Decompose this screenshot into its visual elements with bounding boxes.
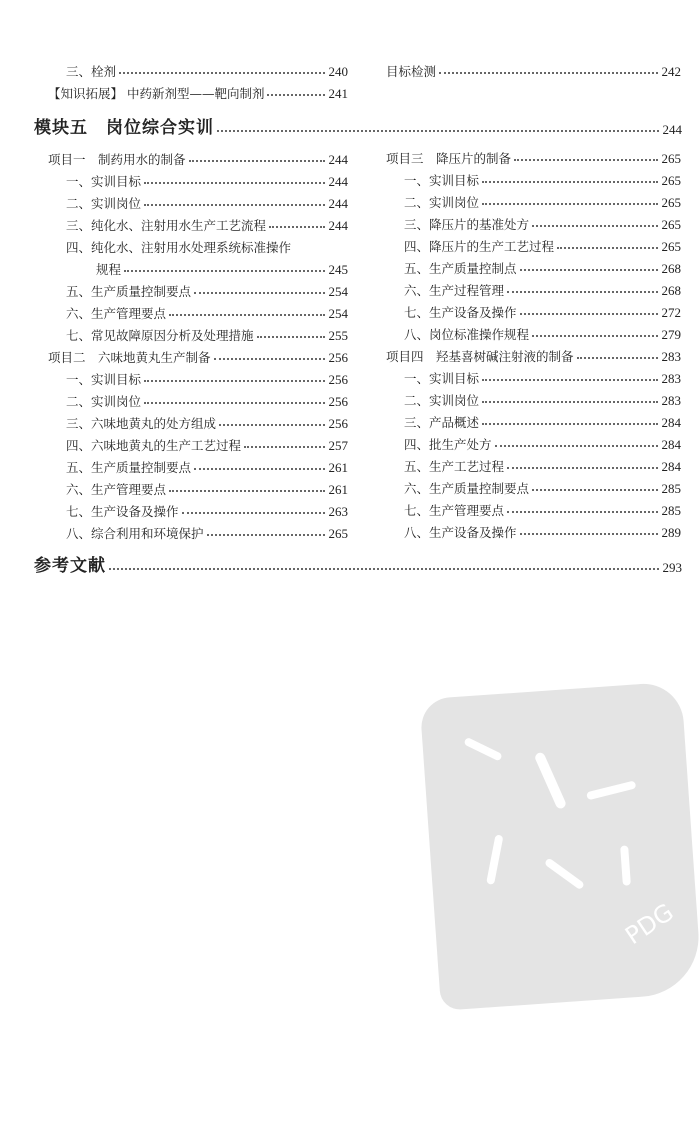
toc-top-right (386, 58, 681, 80)
dot-leader (194, 468, 324, 470)
entry-title: 五、生产工艺过程 (404, 459, 505, 474)
page-number: 283 (661, 371, 681, 386)
toc-left-column (48, 146, 348, 542)
page-number: 256 (328, 394, 348, 409)
toc-entry[interactable] (48, 300, 348, 322)
entry-title: 八、岗位标准操作规程 (404, 327, 530, 342)
references-title: 参考文献 (34, 556, 106, 576)
module-title: 模块五 岗位综合实训 (34, 118, 214, 138)
toc-entry[interactable] (386, 145, 681, 167)
toc-entry[interactable] (386, 255, 681, 277)
page-number: 244 (328, 152, 348, 167)
toc-entry[interactable] (386, 299, 681, 321)
entry-title: 规程 (96, 262, 122, 277)
page-number: 256 (328, 416, 348, 431)
entry-title: 项目四 羟基喜树碱注射液的制备 (386, 349, 574, 364)
entry-title: 五、生产质量控制要点 (66, 460, 192, 475)
dot-leader (507, 291, 657, 293)
page-number: 255 (328, 328, 348, 343)
toc-entry[interactable] (48, 80, 348, 102)
dot-leader (482, 423, 657, 425)
entry-title: 四、降压片的生产工艺过程 (404, 239, 555, 254)
watermark-seal (419, 681, 699, 1011)
toc-entry[interactable] (48, 278, 348, 300)
toc-entry[interactable] (386, 387, 681, 409)
page-number: 265 (328, 526, 348, 541)
page-number: 283 (661, 349, 681, 364)
page-number: 284 (661, 459, 681, 474)
page-number: 268 (661, 283, 681, 298)
dot-leader (520, 269, 658, 271)
entry-title: 二、实训岗位 (404, 195, 480, 210)
module-five-heading[interactable] (34, 110, 682, 138)
toc-entry[interactable] (48, 388, 348, 410)
entry-title: 六、生产过程管理 (404, 283, 505, 298)
page-number: 265 (661, 239, 681, 254)
page-number: 254 (328, 306, 348, 321)
entry-title: 一、实训目标 (66, 372, 142, 387)
page-number: 244 (328, 218, 348, 233)
page-number: 283 (661, 393, 681, 408)
entry-title: 项目一 制药用水的制备 (48, 152, 186, 167)
entry-title: 八、生产设备及操作 (404, 525, 517, 540)
toc-entry[interactable] (386, 409, 681, 431)
dot-leader (182, 512, 325, 514)
dot-leader (507, 467, 657, 469)
dot-leader (482, 181, 657, 183)
dot-leader (532, 225, 657, 227)
dot-leader (532, 335, 657, 337)
dot-leader (169, 314, 324, 316)
dot-leader (520, 313, 658, 315)
page-number: 256 (328, 372, 348, 387)
entry-title: 二、实训岗位 (404, 393, 480, 408)
entry-title: 四、纯化水、注射用水处理系统标准操作 (66, 240, 292, 255)
toc-right-column (386, 145, 681, 541)
entry-title: 一、实训目标 (404, 173, 480, 188)
dot-leader (124, 270, 324, 272)
page-number: 265 (661, 195, 681, 210)
toc-entry[interactable] (48, 520, 348, 542)
page-number: 244 (328, 174, 348, 189)
dot-leader (144, 402, 324, 404)
entry-title: 目标检测 (386, 64, 437, 79)
page-number: 272 (661, 305, 681, 320)
toc-entry[interactable] (48, 432, 348, 454)
page-number: 261 (328, 460, 348, 475)
toc-entry[interactable] (386, 343, 681, 365)
entry-title: 三、产品概述 (404, 415, 480, 430)
entry-title: 七、生产管理要点 (404, 503, 505, 518)
entry-title: 三、六味地黄丸的处方组成 (66, 416, 217, 431)
toc-entry[interactable] (48, 190, 348, 212)
toc-entry[interactable] (48, 146, 348, 168)
page-number: 254 (328, 284, 348, 299)
toc-entry[interactable] (386, 431, 681, 453)
page-number: 244 (328, 196, 348, 211)
page-number: 285 (661, 503, 681, 518)
entry-title: 七、生产设备及操作 (404, 305, 517, 320)
dot-leader (144, 380, 324, 382)
toc-entry[interactable] (48, 58, 348, 80)
toc-entry[interactable] (386, 321, 681, 343)
dot-leader (169, 490, 324, 492)
dot-leader (532, 489, 657, 491)
dot-leader (482, 379, 657, 381)
toc-entry[interactable] (48, 498, 348, 520)
page-number: 242 (661, 64, 681, 79)
entry-title: 七、常见故障原因分析及处理措施 (66, 328, 254, 343)
dot-leader (207, 534, 325, 536)
page-number: 268 (661, 261, 681, 276)
entry-title: 五、生产质量控制要点 (66, 284, 192, 299)
toc-entry[interactable] (386, 519, 681, 541)
toc-entry[interactable] (48, 322, 348, 344)
page-number: 245 (328, 262, 348, 277)
toc-entry[interactable] (48, 476, 348, 498)
dot-leader (257, 336, 325, 338)
entry-title: 四、批生产处方 (404, 437, 492, 452)
dot-leader (144, 204, 324, 206)
toc-entry[interactable] (386, 189, 681, 211)
toc-entry[interactable] (48, 454, 348, 476)
dot-leader (495, 445, 658, 447)
page-number: 265 (661, 217, 681, 232)
dot-leader (507, 511, 657, 513)
entry-title: 五、生产质量控制点 (404, 261, 517, 276)
toc-entry[interactable] (48, 168, 348, 190)
entry-title: 一、实训目标 (66, 174, 142, 189)
entry-title: 项目三 降压片的制备 (386, 151, 512, 166)
toc-entry[interactable] (386, 497, 681, 519)
toc-entry[interactable] (48, 410, 348, 432)
page-number: 241 (328, 86, 348, 101)
entry-title: 六、生产质量控制要点 (404, 481, 530, 496)
page-number: 293 (662, 560, 682, 575)
toc-entry[interactable] (386, 211, 681, 233)
dot-leader (267, 94, 324, 96)
page-number: 284 (661, 437, 681, 452)
entry-title: 三、纯化水、注射用水生产工艺流程 (66, 218, 267, 233)
dot-leader (514, 159, 657, 161)
page-number: 244 (662, 122, 682, 137)
dot-leader (520, 533, 658, 535)
toc-entry[interactable] (386, 277, 681, 299)
entry-title: 【知识拓展】 中药新剂型——靶向制剂 (48, 86, 265, 101)
toc-entry[interactable] (386, 233, 681, 255)
page-number: 263 (328, 504, 348, 519)
entry-title: 七、生产设备及操作 (66, 504, 179, 519)
dot-leader (189, 160, 325, 162)
references-heading[interactable] (34, 548, 682, 576)
page-number: 284 (661, 415, 681, 430)
entry-title: 项目二 六味地黄丸生产制备 (48, 350, 211, 365)
toc-entry[interactable] (48, 234, 348, 256)
toc-entry[interactable] (48, 344, 348, 366)
toc-entry[interactable] (386, 167, 681, 189)
entry-title: 二、实训岗位 (66, 196, 142, 211)
toc-entry[interactable] (48, 212, 348, 234)
toc-entry[interactable] (386, 58, 681, 80)
dot-leader (217, 130, 659, 132)
entry-title: 三、降压片的基准处方 (404, 217, 530, 232)
entry-title: 三、栓剂 (66, 64, 117, 79)
toc-entry[interactable] (386, 365, 681, 387)
page-number: 240 (328, 64, 348, 79)
dot-leader (219, 424, 324, 426)
dot-leader (577, 357, 658, 359)
entry-title: 一、实训目标 (404, 371, 480, 386)
toc-entry[interactable] (48, 256, 348, 278)
page-number: 289 (661, 525, 681, 540)
dot-leader (144, 182, 324, 184)
dot-leader (194, 292, 324, 294)
entry-title: 六、生产管理要点 (66, 306, 167, 321)
toc-entry[interactable] (386, 453, 681, 475)
dot-leader (269, 226, 324, 228)
page-number: 257 (328, 438, 348, 453)
page-number: 285 (661, 481, 681, 496)
entry-title: 二、实训岗位 (66, 394, 142, 409)
entry-title: 八、综合利用和环境保护 (66, 526, 204, 541)
page-number: 265 (661, 151, 681, 166)
toc-entry[interactable] (48, 366, 348, 388)
dot-leader (439, 72, 657, 74)
toc-entry[interactable] (386, 475, 681, 497)
dot-leader (119, 72, 324, 74)
toc-top-left (48, 58, 348, 102)
watermark-text: PDG (620, 897, 680, 951)
page-number: 261 (328, 482, 348, 497)
page-number: 265 (661, 173, 681, 188)
dot-leader (482, 401, 657, 403)
page-number: 279 (661, 327, 681, 342)
entry-title: 六、生产管理要点 (66, 482, 167, 497)
dot-leader (214, 358, 325, 360)
entry-title: 四、六味地黄丸的生产工艺过程 (66, 438, 242, 453)
dot-leader (244, 446, 324, 448)
page-number: 256 (328, 350, 348, 365)
dot-leader (557, 247, 657, 249)
dot-leader (482, 203, 657, 205)
dot-leader (109, 568, 659, 570)
